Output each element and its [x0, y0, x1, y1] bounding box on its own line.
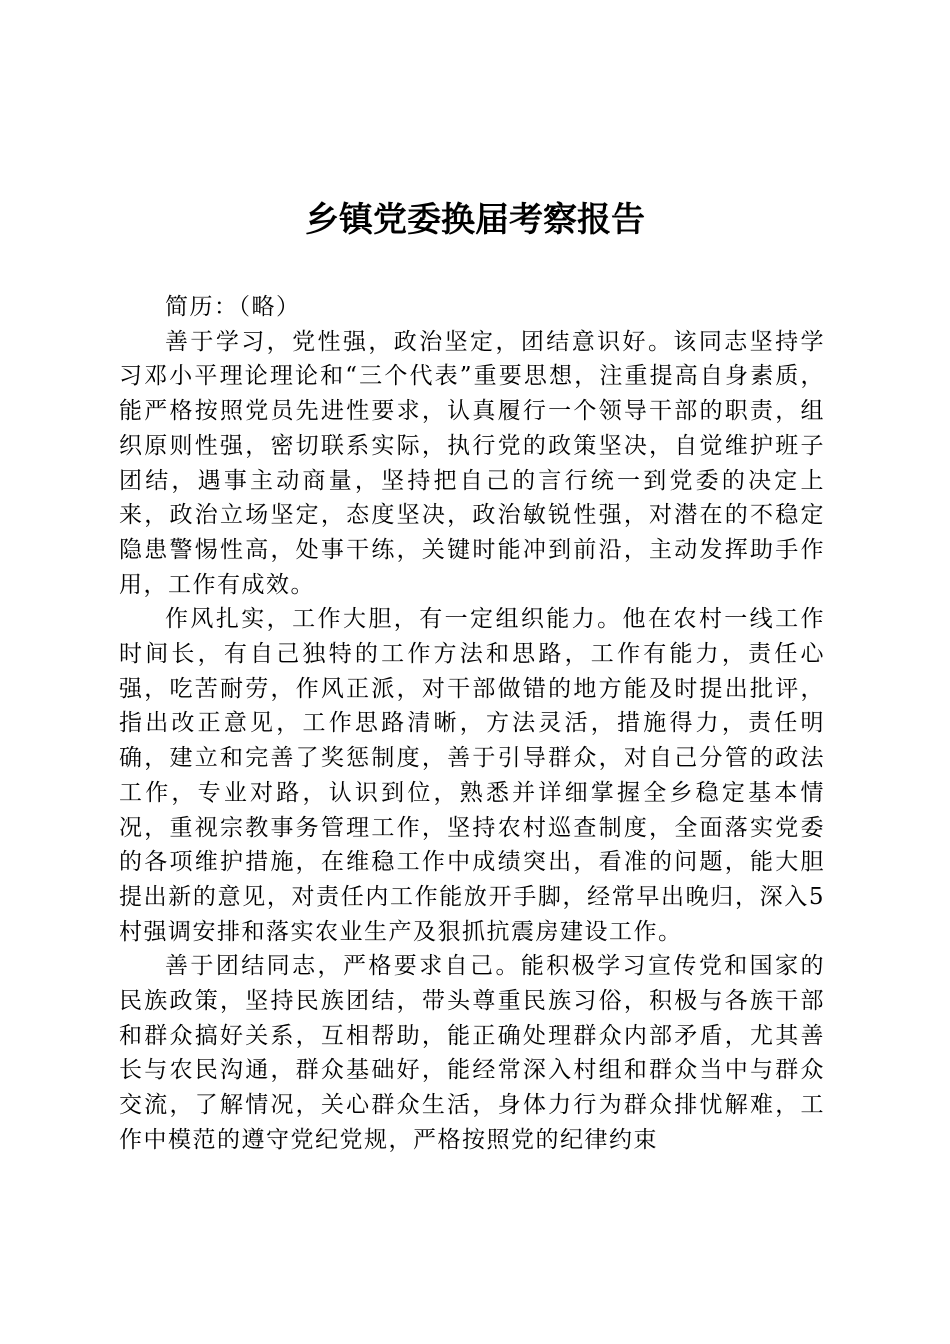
document-title: 乡镇党委换届考察报告 [305, 200, 645, 240]
document-body [119, 290, 825, 1158]
paragraph-political: 善于学习，党性强，政治坚定，团结意识好。该同志坚持学习邓小平理论理论和“三个代表”重要思想，注重提高自身素质，能严格按照党员先进性要求，认真履行一个领导干部的职责，组织原则性强，密切联系实际，执行党的政策坚决，自觉维护班子团结，遇事主动商量，坚持把自己的言行统一到党委的决定上来，政治立场坚定，态度坚决，政治敏锐性强，对潜在的不稳定隐患警惕性高，处事干练，关键时能冲到前沿，主动发挥助手作用，工作有成效。 [119, 328, 825, 598]
paragraph-unity: 善于团结同志，严格要求自己。能积极学习宣传党和国家的民族政策，坚持民族团结，带头尊重民族习俗，积极与各族干部和群众搞好关系，互相帮助，能正确处理群众内部矛盾，尤其善长与农民沟通，群众基础好，能经常深入村组和群众当中与群众交流，了解情况，关心群众生活，身体力行为群众排忧解难，工作中模范的遵守党纪党规，严格按照党的纪律约束 [119, 953, 825, 1153]
paragraph-resume: 简历：（略） [165, 294, 301, 320]
paragraph-work-style: 作风扎实，工作大胆，有一定组织能力。他在农村一线工作时间长，有自己独特的工作方法和思路，工作有能力，责任心强，吃苦耐劳，作风正派，对干部做错的地方能及时提出批评，指出改正意见，工作思路清晰，方法灵活，措施得力，责任明确，建立和完善了奖惩制度，善于引导群众，对自己分管的政法工作，专业对路，认识到位，熟悉并详细掌握全乡稳定基本情况，重视宗教事务管理工作，坚持农村巡查制度，全面落实党委的各项维护措施，在维稳工作中成绩突出，看准的问题，能大胆提出新的意见，对责任内工作能放开手脚，经常早出晚归，深入5村强调安排和落实农业生产及狠抓抗震房建设工作。 [119, 606, 825, 945]
